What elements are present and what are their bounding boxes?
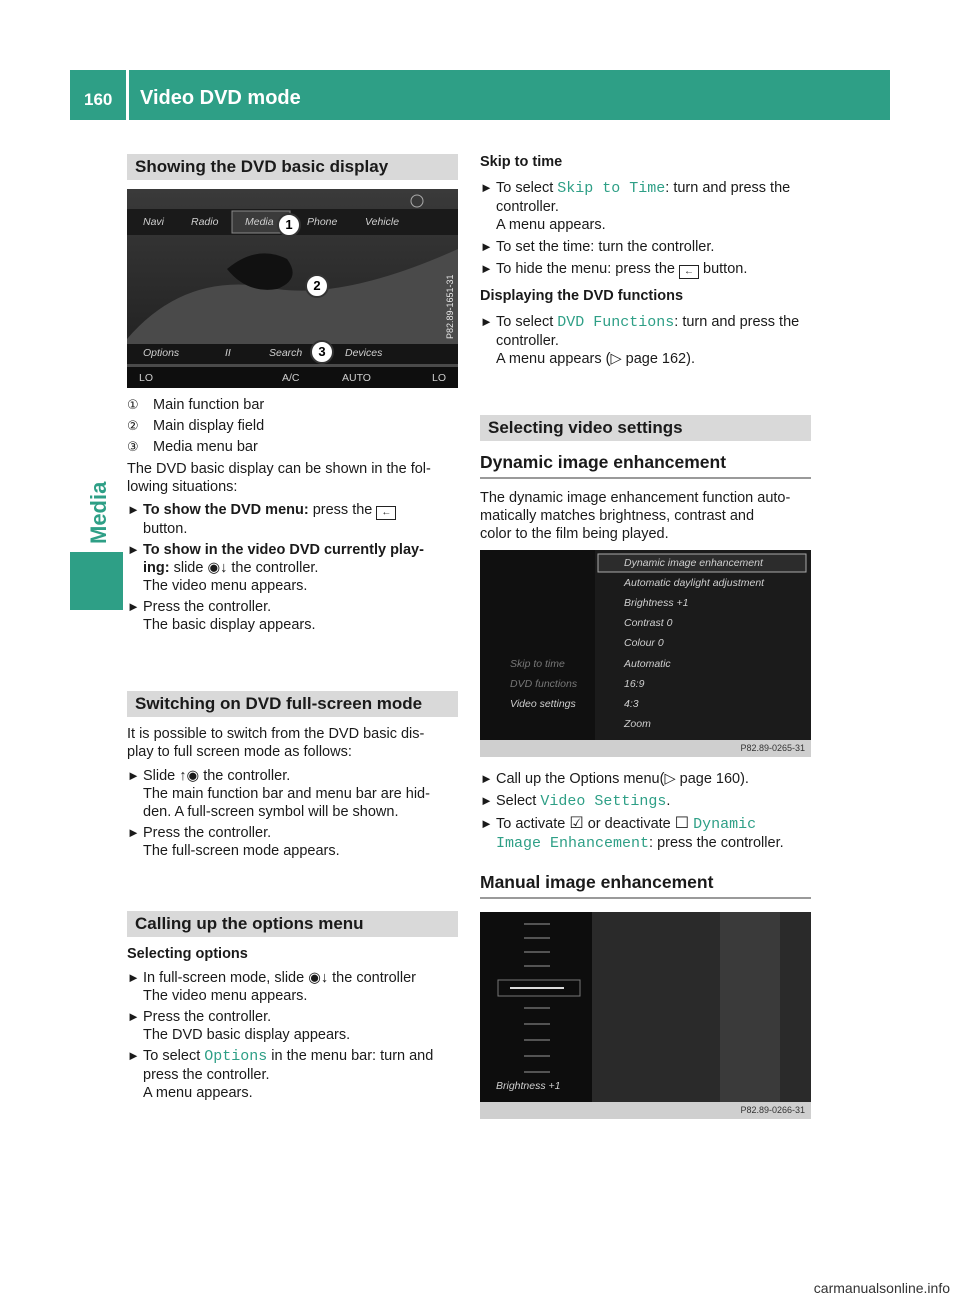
left-column [127, 154, 458, 180]
text-line: play to full screen mode as follows: [127, 744, 352, 760]
ui-term-skip-to-time: Skip to Time [557, 180, 666, 197]
step-arrow-icon: ► [480, 261, 493, 276]
figure-code: P82.89-0266-31 [740, 1105, 805, 1115]
step-text: . [666, 793, 671, 809]
option-brightness: Brightness +1 [624, 597, 689, 609]
step-text: : turn and press the [665, 180, 791, 196]
sidebar-section-label [86, 454, 110, 544]
instruction-step [480, 815, 811, 853]
option-colour: Colour 0 [624, 637, 664, 649]
legend-number: ② [127, 418, 139, 433]
step-text: To activate [496, 816, 570, 832]
instruction-step [127, 1047, 458, 1102]
climate-left-temp: LO [139, 372, 154, 384]
option-4-3: 4:3 [624, 698, 639, 710]
menu-item-media: Media [245, 216, 274, 228]
paragraph [127, 460, 458, 496]
instruction-step [480, 770, 811, 788]
option-daylight-adjustment: Automatic daylight adjustment [624, 577, 765, 589]
step-text: To set the time: turn the controller. [496, 239, 715, 255]
step-text: button. [698, 261, 748, 277]
menu-item-radio: Radio [191, 216, 219, 228]
step-arrow-icon: ► [480, 239, 493, 254]
step-bold: To show the DVD menu: [143, 502, 309, 518]
step-arrow-icon: ► [480, 314, 493, 329]
step-text: or deactivate [583, 816, 675, 832]
instruction-step [127, 598, 458, 634]
menu-item-phone: Phone [307, 216, 338, 228]
step-text: controller. [496, 333, 559, 349]
step-text: The main function bar and menu bar are hid- [143, 786, 430, 802]
text-line: lowing situations: [127, 479, 238, 495]
legend-number: ③ [127, 439, 139, 454]
back-button-icon: ← [679, 265, 699, 279]
subheading-skip-to-time: Skip to time [480, 154, 563, 170]
text-line: matically matches brightness, contrast and [480, 508, 755, 524]
checkbox-checked-icon: ☑ [569, 815, 584, 832]
menu-dvd-functions: DVD functions [510, 678, 578, 690]
step-text: A menu appears (▷ page 162). [496, 351, 695, 367]
instruction-step [480, 792, 811, 811]
step-text: Select [496, 793, 541, 809]
sidebar-label-text: Media [86, 481, 111, 544]
instruction-step [127, 824, 458, 860]
step-arrow-icon: ► [127, 768, 140, 783]
legend-text: Media menu bar [153, 439, 258, 455]
step-text: Press the controller. [143, 1009, 272, 1025]
step-arrow-icon: ► [127, 1009, 140, 1024]
ui-term-image-enhancement: Image Enhancement [496, 835, 650, 852]
sidebar-tab-block [70, 552, 123, 610]
option-16-9: 16:9 [624, 678, 645, 690]
back-button-icon: ← [376, 506, 396, 520]
subheading-selecting-options: Selecting options [127, 946, 248, 962]
step-bold: ing: [143, 560, 170, 576]
step-text: den. A full-screen symbol will be shown. [143, 804, 399, 820]
bar-item-search: Search [269, 347, 303, 359]
callout-1: 1 [277, 213, 301, 237]
text-line: color to the film being played. [480, 526, 669, 542]
section-heading-options: Calling up the options menu [127, 911, 458, 937]
step-text: Press the controller. [143, 599, 272, 615]
step-text: controller. [496, 199, 559, 215]
climate-right-temp: LO [432, 372, 447, 384]
section-heading-basic-display: Showing the DVD basic display [127, 154, 458, 180]
step-bold: To show in the video DVD currently play- [143, 542, 424, 558]
step-arrow-icon: ► [127, 502, 140, 517]
instruction-step [480, 238, 811, 256]
legend-item [127, 417, 458, 435]
step-arrow-icon: ► [127, 599, 140, 614]
manual-enhancement-screenshot [480, 912, 811, 1119]
legend-item [127, 396, 458, 414]
instruction-step [480, 313, 811, 368]
step-text: To select [143, 1048, 205, 1064]
text-line: It is possible to switch from the DVD basic dis- [127, 726, 425, 742]
instruction-step [127, 1008, 458, 1044]
ui-term-options: Options [204, 1048, 268, 1065]
menu-item-navi: Navi [143, 216, 165, 228]
step-arrow-icon: ► [127, 1048, 140, 1063]
step-text: A menu appears. [143, 1085, 253, 1101]
menu-skip-to-time: Skip to time [510, 658, 565, 670]
text-line: The DVD basic display can be shown in the fol- [127, 461, 431, 477]
right-column [480, 153, 811, 368]
legend-text: Main display field [153, 418, 265, 434]
step-text: Call up the Options menu(▷ page 160). [496, 771, 749, 787]
step-text: To select [496, 180, 558, 196]
dvd-basic-display-screenshot [127, 189, 458, 388]
step-text: In full-screen mode, slide ◉↓ the controller [143, 970, 416, 986]
subheading-dvd-functions: Displaying the DVD functions [480, 288, 684, 304]
instruction-step [127, 969, 458, 1005]
figure-code: P82.89-1651-31 [445, 274, 455, 339]
step-arrow-icon: ► [480, 771, 493, 786]
menu-item-vehicle: Vehicle [365, 216, 400, 228]
step-text: The DVD basic display appears. [143, 1027, 351, 1043]
step-text: button. [143, 521, 188, 537]
left-column-body [127, 396, 458, 634]
callout-2: 2 [305, 274, 329, 298]
step-text: Slide ↑◉ the controller. [143, 768, 291, 784]
ui-term-video-settings: Video Settings [540, 793, 667, 810]
left-section-fullscreen [127, 691, 458, 860]
step-text: To hide the menu: press the [496, 261, 679, 277]
option-contrast: Contrast 0 [624, 617, 673, 629]
instruction-step [480, 260, 811, 279]
step-arrow-icon: ► [127, 970, 140, 985]
instruction-step [127, 501, 458, 538]
step-text: slide ◉↓ the controller. [169, 560, 319, 576]
bar-item-options: Options [143, 347, 180, 359]
text-line: The dynamic image enhancement function auto- [480, 490, 791, 506]
option-automatic: Automatic [624, 658, 671, 670]
option-zoom: Zoom [624, 718, 651, 730]
section-heading-video-settings: Selecting video settings [480, 415, 811, 441]
step-text: press the controller. [143, 1067, 270, 1083]
instruction-step [480, 179, 811, 234]
ui-term-dvd-functions: DVD Functions [557, 314, 675, 331]
header-divider [126, 70, 129, 120]
watermark: carmanualsonline.info [813, 1280, 950, 1296]
callout-3: 3 [310, 340, 334, 364]
figure-code: P82.89-0265-31 [740, 743, 805, 753]
step-text: Press the controller. [143, 825, 272, 841]
step-arrow-icon: ► [480, 180, 493, 195]
option-dynamic-enhancement: Dynamic image enhancement [624, 557, 763, 569]
instruction-step [127, 541, 458, 595]
bar-item-pause: II [225, 347, 231, 359]
left-section-options [127, 911, 458, 1102]
section-heading-fullscreen: Switching on DVD full-screen mode [127, 691, 458, 717]
menu-video-settings: Video settings [510, 698, 576, 710]
legend-text: Main function bar [153, 397, 265, 413]
step-text: in the menu bar: turn and [267, 1048, 434, 1064]
step-text: The basic display appears. [143, 617, 316, 633]
step-text: The video menu appears. [143, 988, 308, 1004]
step-text: : press the controller. [649, 835, 784, 851]
paragraph [127, 725, 458, 761]
step-text: : turn and press the [674, 314, 800, 330]
step-arrow-icon: ► [127, 825, 140, 840]
right-steps-dynamic [480, 770, 811, 899]
subheading-manual-enhancement: Manual image enhancement [480, 873, 811, 899]
step-text: A menu appears. [496, 217, 606, 233]
instruction-step [127, 767, 458, 821]
legend-item [127, 438, 458, 456]
step-text: The video menu appears. [143, 578, 308, 594]
checkbox-empty-icon: ☐ [674, 815, 690, 832]
legend-number: ① [127, 397, 139, 412]
step-text: press the [308, 502, 377, 518]
bar-item-devices: Devices [345, 347, 383, 359]
page-header [70, 70, 890, 120]
paragraph [480, 489, 811, 543]
climate-auto: AUTO [342, 372, 371, 384]
step-arrow-icon: ► [127, 542, 140, 557]
subheading-dynamic-enhancement: Dynamic image enhancement [480, 453, 811, 479]
right-section-video-settings [480, 415, 811, 543]
step-text: The full-screen mode appears. [143, 843, 340, 859]
step-text: To select [496, 314, 558, 330]
ui-term-dynamic: Dynamic [693, 816, 757, 833]
step-arrow-icon: ► [480, 816, 493, 831]
video-settings-screenshot [480, 550, 811, 757]
climate-ac: A/C [282, 372, 300, 384]
step-arrow-icon: ► [480, 793, 493, 808]
brightness-label: Brightness +1 [496, 1080, 561, 1092]
page-number: 160 [84, 90, 113, 109]
page-title: Video DVD mode [140, 87, 301, 109]
